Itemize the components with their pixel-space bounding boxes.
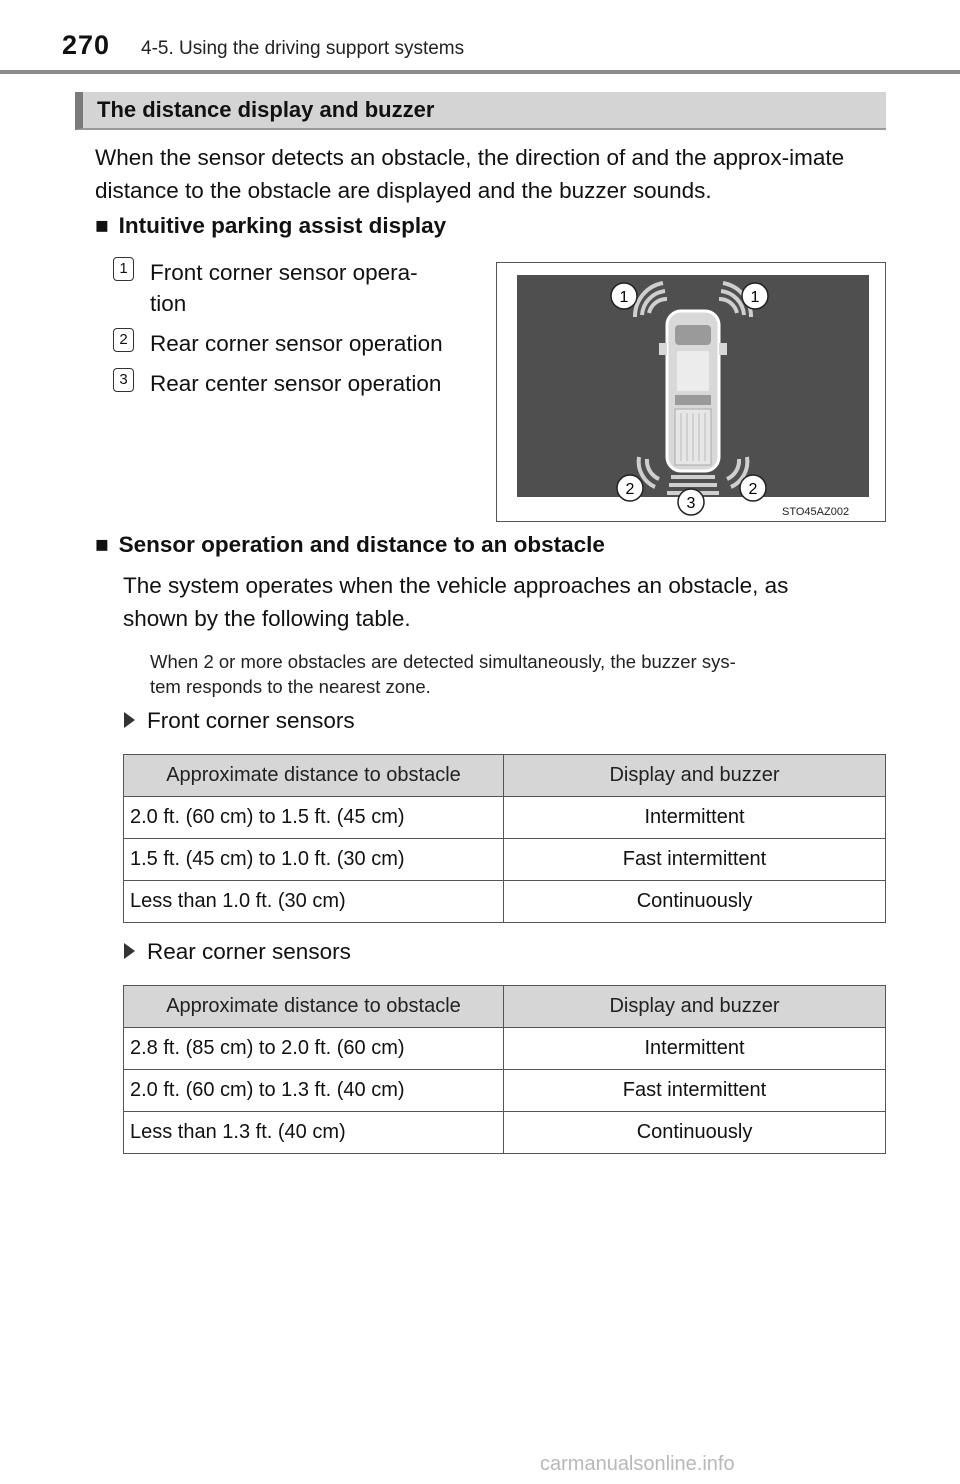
column-header: Approximate distance to obstacle <box>124 986 504 1028</box>
callout-1-line1: Front corner sensor opera- <box>150 260 418 285</box>
section-path: 4-5. Using the driving support systems <box>141 38 465 59</box>
intuitive-display-heading <box>95 213 446 239</box>
table-row <box>124 839 886 881</box>
vehicle-top-view-icon <box>659 311 727 471</box>
front-corner-table <box>123 754 886 923</box>
callout-2-line1: Rear corner sensor operation <box>150 331 443 356</box>
callout-badge-2: 2 <box>113 328 134 352</box>
buzzer-cell: Fast intermittent <box>504 1070 886 1112</box>
triangle-bullet-icon <box>124 712 135 728</box>
table-header-row <box>124 755 886 797</box>
table-row <box>124 1112 886 1154</box>
watermark: carmanualsonline.info <box>540 1453 735 1475</box>
svg-text:1: 1 <box>619 289 629 306</box>
column-header: Approximate distance to obstacle <box>124 755 504 797</box>
section-heading <box>75 92 886 130</box>
note-line1: When 2 or more obstacles are detected simultaneously, the buzzer sys- <box>150 651 736 672</box>
square-bullet-icon: ■ <box>95 213 109 238</box>
distance-cell: 2.0 ft. (60 cm) to 1.3 ft. (40 cm) <box>124 1070 504 1112</box>
callout-badge-1: 1 <box>113 257 134 281</box>
column-header: Display and buzzer <box>504 755 886 797</box>
sensor-operation-heading-text: Sensor operation and distance to an obstacle <box>118 532 605 557</box>
table-row <box>124 1070 886 1112</box>
svg-text:2: 2 <box>748 481 758 498</box>
table-row <box>124 1028 886 1070</box>
distance-cell: 2.8 ft. (85 cm) to 2.0 ft. (60 cm) <box>124 1028 504 1070</box>
callout-3-line1: Rear center sensor operation <box>150 371 442 396</box>
rear-table-title-text: Rear corner sensors <box>147 939 351 964</box>
rear-corner-table <box>123 985 886 1154</box>
square-bullet-icon: ■ <box>95 532 109 557</box>
buzzer-cell: Intermittent <box>504 797 886 839</box>
front-table-title-text: Front corner sensors <box>147 708 355 733</box>
figure-code: STO45AZ002 <box>782 506 850 518</box>
sensor-operation-body-line1: The system operates when the vehicle approaches an obstacle, as <box>123 573 789 598</box>
callout-1-line2: tion <box>150 291 187 316</box>
buzzer-cell: Continuously <box>504 881 886 923</box>
distance-cell: 1.5 ft. (45 cm) to 1.0 ft. (30 cm) <box>124 839 504 881</box>
parking-assist-figure <box>496 262 886 522</box>
rear-table-title <box>124 939 351 965</box>
table-row <box>124 797 886 839</box>
buzzer-cell: Fast intermittent <box>504 839 886 881</box>
table-row <box>124 881 886 923</box>
svg-text:3: 3 <box>686 495 696 512</box>
distance-cell: 2.0 ft. (60 cm) to 1.5 ft. (45 cm) <box>124 797 504 839</box>
intuitive-display-heading-text: Intuitive parking assist display <box>118 213 447 238</box>
callout-badge-3: 3 <box>113 368 134 392</box>
distance-cell: Less than 1.3 ft. (40 cm) <box>124 1112 504 1154</box>
column-header: Display and buzzer <box>504 986 886 1028</box>
distance-cell: Less than 1.0 ft. (30 cm) <box>124 881 504 923</box>
svg-text:1: 1 <box>750 289 760 306</box>
section-heading-text: The distance display and buzzer <box>97 97 435 122</box>
svg-text:2: 2 <box>625 481 635 498</box>
buzzer-cell: Continuously <box>504 1112 886 1154</box>
sensor-operation-body-line2: shown by the following table. <box>123 606 411 631</box>
triangle-bullet-icon <box>124 943 135 959</box>
front-table-title <box>124 708 355 734</box>
header-rule <box>0 70 960 74</box>
page-number: 270 <box>62 30 111 60</box>
table-header-row <box>124 986 886 1028</box>
parking-assist-illustration <box>497 263 885 521</box>
intro-paragraph: When the sensor detects an obstacle, the direction of and the approx-imate distance to the obstacle are displayed and the buzzer sounds. <box>95 145 845 203</box>
note-line2: tem responds to the nearest zone. <box>150 676 431 697</box>
buzzer-cell: Intermittent <box>504 1028 886 1070</box>
sensor-operation-heading <box>95 532 605 558</box>
